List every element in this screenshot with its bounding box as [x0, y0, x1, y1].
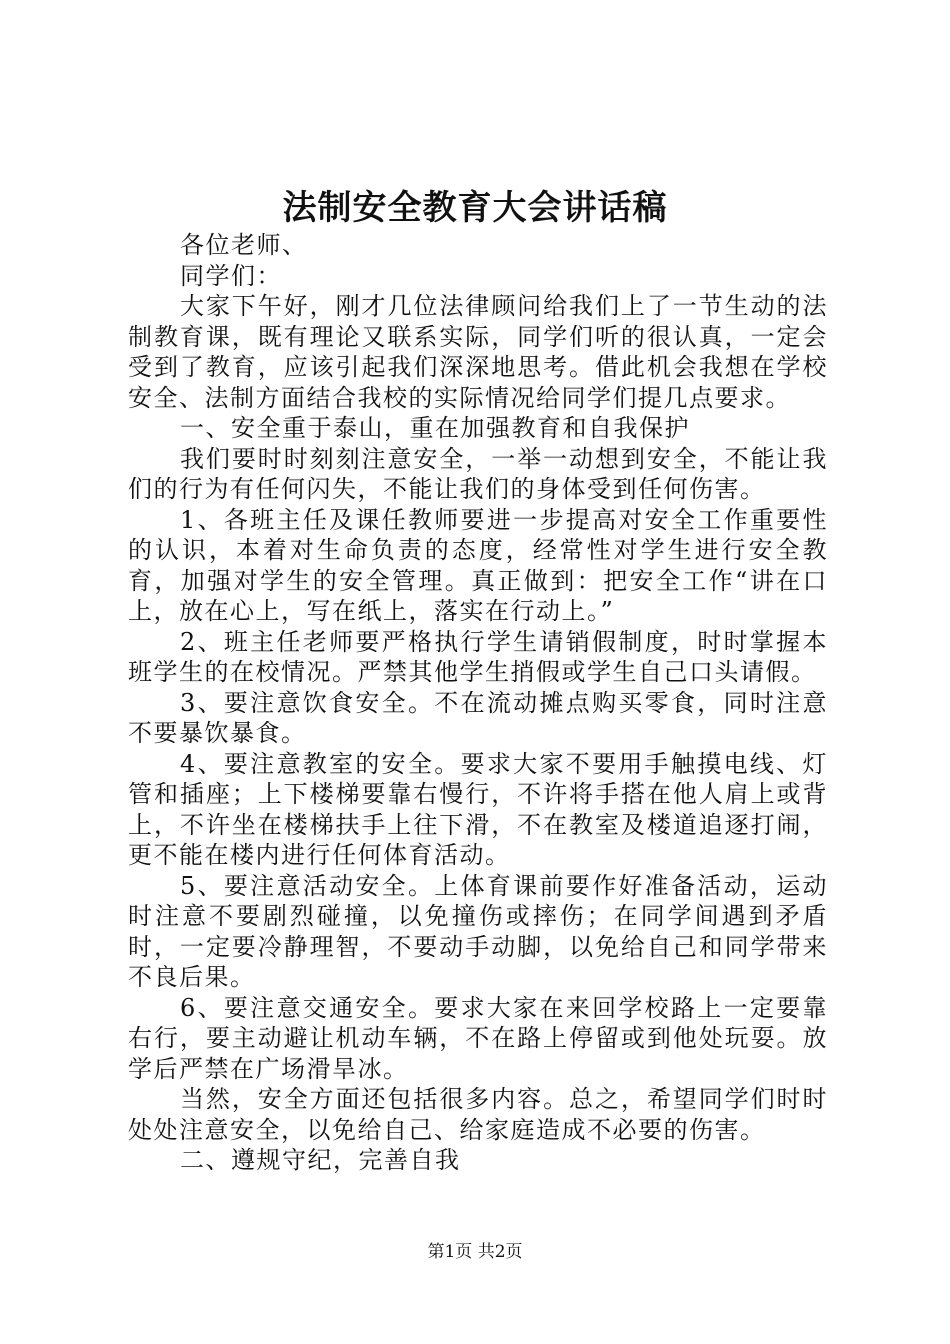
requirement-4: 4、要注意教室的安全。要求大家不要用手触摸电线、灯管和插座；上下楼梯要靠右慢行，不许将手搭在他人肩上或背上，不许坐在楼梯扶手上往下滑，不在教室及楼道追逐打闹，更不能在楼内进行任何体育活动。	[128, 749, 828, 869]
document-body	[128, 230, 828, 1176]
requirement-6: 6、要注意交通安全。要求大家在来回学校路上一定要靠右行，要主动避让机动车辆，不在路上停留或到他处玩耍。放学后严禁在广场滑旱冰。	[128, 993, 828, 1083]
safety-intro-paragraph: 我们要时时刻刻注意安全，一举一动想到安全，不能让我们的行为有任何闪失，不能让我们的身体受到任何伤害。	[128, 444, 828, 503]
section-heading-2: 二、遵规守纪，完善自我	[180, 1146, 461, 1174]
requirement-3: 3、要注意饮食安全。不在流动摊点购买零食，同时注意不要暴饮暴食。	[128, 688, 828, 747]
section-heading-1: 一、安全重于泰山，重在加强教育和自我保护	[180, 414, 690, 442]
salutation-teachers: 各位老师、	[180, 231, 308, 259]
salutation-students: 同学们：	[180, 261, 282, 290]
page-number-footer: 第1页 共2页	[427, 1242, 523, 1262]
document-title: 法制安全教育大会讲话稿	[282, 188, 668, 228]
requirement-2: 2、班主任老师要严格执行学生请销假制度，时时掌握本班学生的在校情况。严禁其他学生捎假或学生自己口头请假。	[128, 627, 828, 686]
requirement-5: 5、要注意活动安全。上体育课前要作好准备活动，运动时注意不要剧烈碰撞，以免撞伤或摔伤；在同学间遇到矛盾时，一定要冷静理智，不要动手动脚，以免给自己和同学带来不良后果。	[128, 871, 828, 991]
safety-summary-paragraph: 当然，安全方面还包括很多内容。总之，希望同学们时时处处注意安全，以免给自己、给家庭造成不必要的伤害。	[128, 1085, 828, 1144]
requirement-1: 1、各班主任及课任教师要进一步提高对安全工作重要性的认识，本着对生命负责的态度，经常性对学生进行安全教育，加强对学生的安全管理。真正做到：把安全工作“讲在口上，放在心上，写在纸上，落实在行动上。”	[128, 505, 828, 625]
opening-paragraph: 大家下午好，刚才几位法律顾问给我们上了一节生动的法制教育课，既有理论又联系实际，同学们听的很认真，一定会受到了教育，应该引起我们深深地思考。借此机会我想在学校安全、法制方面结合我校的实际情况给同学们提几点要求。	[128, 292, 828, 412]
